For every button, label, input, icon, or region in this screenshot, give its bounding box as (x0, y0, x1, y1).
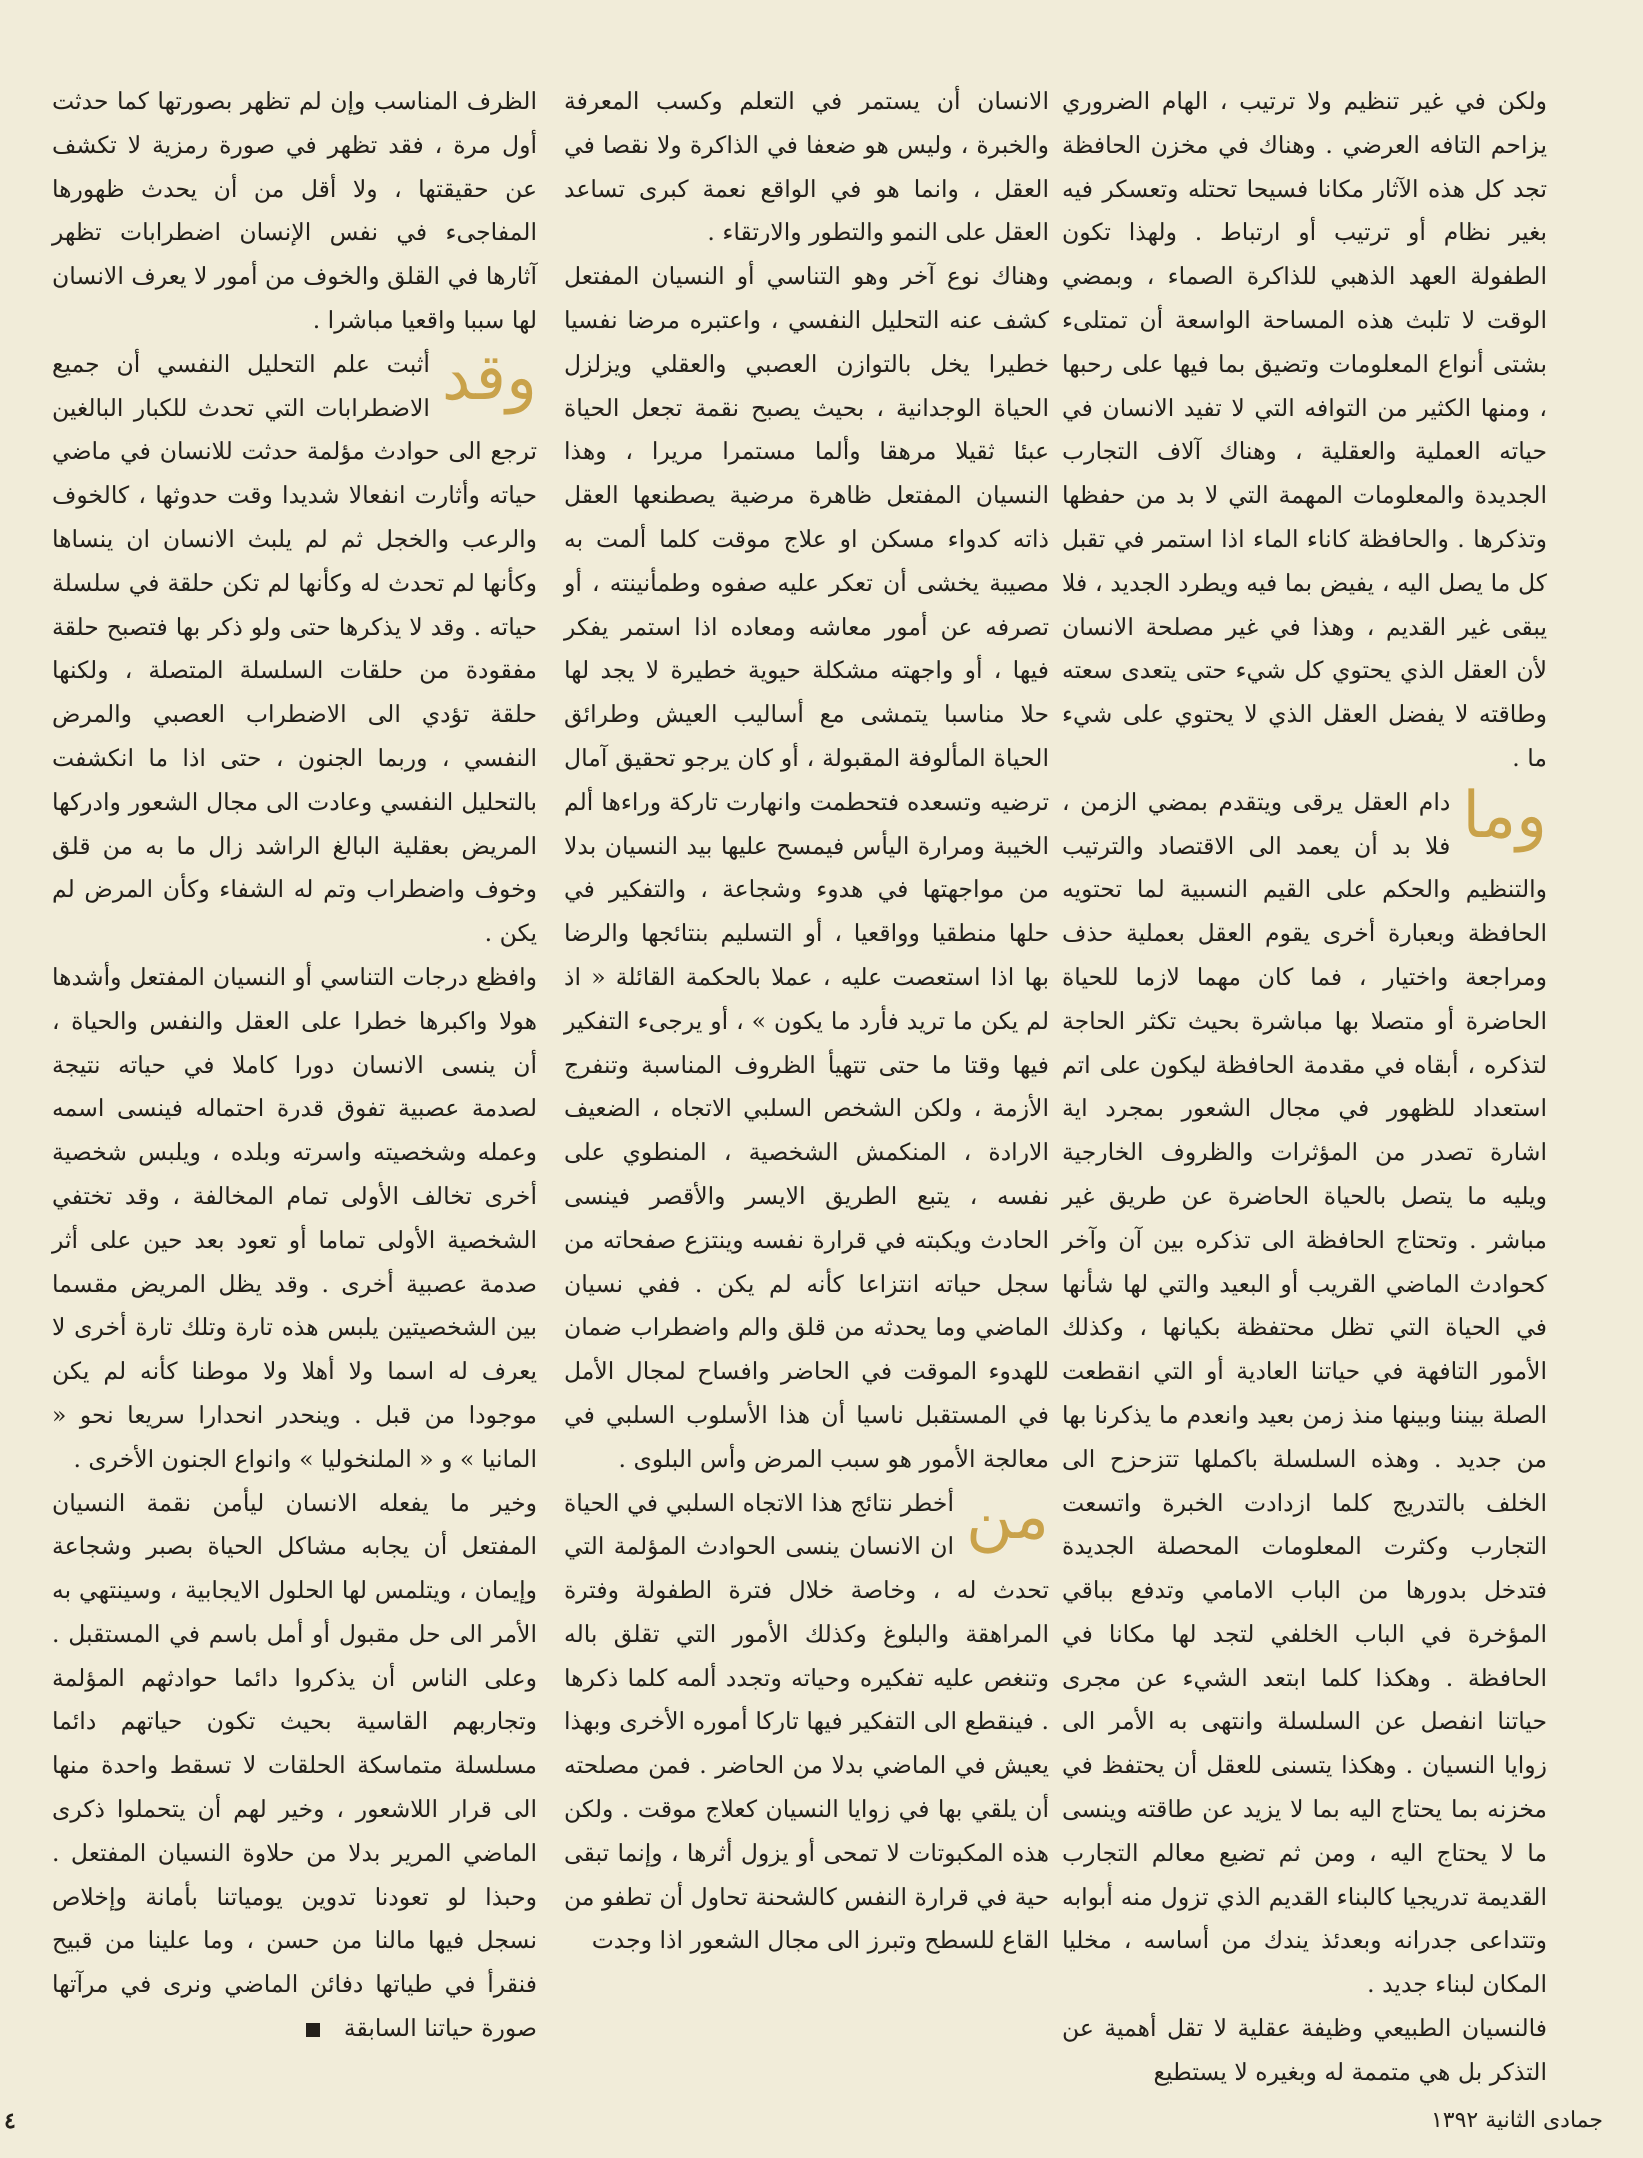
paragraph: وافظع درجات التناسي أو النسيان المفتعل وأشدها هولا واكبرها خطرا على العقل والنفس والحياة ، أن ينسى الانسان دورا كاملا في حياته نتيجة لصدمة عصبية تفوق قدرة احتماله فينسى اسمه وعمله وشخصيته واسرته وبلده ، ويلبس شخصية أخرى تخالف الأولى تمام المخالفة ، وقد تختفي الشخصية الأولى تماما أو تعود بعد حين على أثر صدمة عصبية أخرى . وقد يظل المريض مقسما بين الشخصيتين يلبس هذه تارة وتلك تارة أخرى لا يعرف له اسما ولا أهلا ولا موطنا كأنه لم يكن موجودا من قبل . وينحدر انحدارا سريعا نحو « المانيا » و « الملنخوليا » وانواع الجنون الأخرى . (52, 962, 537, 1473)
decorative-initial: من (966, 1479, 1049, 1554)
text-column-middle (564, 80, 1049, 1963)
decorative-initial: وقد (441, 340, 537, 415)
paragraph: وقد أثبت علم التحليل النفسي أن جميع الاضطرابات التي تحدث للكبار البالغين ترجع الى حوادث مؤلمة حدثت للانسان في ماضي حياته وأثارت انفعالا شديدا وقت حدوثها ، كالخوف والرعب والخجل ثم لم يلبث الانسان ان ينساها وكأنها لم تحدث له وكأنها لم تكن حلقة في سلسلة حياته . وقد لا يذكرها حتى ولو ذكر بها فتصبح حلقة مفقودة من حلقات السلسلة المتصلة ، ولكنها حلقة تؤدي الى الاضطراب العصبي والمرض النفسي ، وربما الجنون ، حتى اذا ما انكشفت بالتحليل النفسي وعادت الى مجال الشعور وادركها المريض بعقلية البالغ الراشد زال ما به من قلق وخوف واضطراب وتم له الشفاء وكأن المرض لم يكن . (52, 340, 537, 948)
paragraph: ولكن في غير تنظيم ولا ترتيب ، الهام الضروري يزاحم التافه العرضي . وهناك في مخزن الحافظة تجد كل هذه الآثار مكانا فسيحا تحتله وتعسكر فيه بغير نظام أو ترتيب أو ارتباط . ولهذا تكون الطفولة العهد الذهبي للذاكرة الصماء ، وبمضي الوقت لا تلبث هذه المساحة الواسعة أن تمتلىء بشتى أنواع المعلومات وتضيق بما فيها على رحبها ، ومنها الكثير من التوافه التي لا تفيد الانسان في حياته العملية والعقلية ، وهناك آلاف التجارب الجديدة والمعلومات المهمة التي لا بد من حفظها وتذكرها . والحافظة كاناء الماء اذا استمر في تقبل كل ما يصل اليه ، يفيض بما فيه ويطرد الجديد ، فلا يبقى غير القديم ، وهذا في غير مصلحة الانسان لأن العقل الذي يحتوي كل شيء حتى يتعدى سعته وطاقته لا يفضل العقل الذي لا يحتوي على شيء ما . (1062, 87, 1547, 772)
end-of-article-mark (306, 2023, 320, 2037)
paragraph: من أخطر نتائج هذا الاتجاه السلبي في الحياة ان الانسان ينسى الحوادث المؤلمة التي تحدث له ، وخاصة خلال فترة الطفولة وفترة المراهقة والبلوغ وكذلك الأمور التي تقلق باله وتنغص عليه تفكيره وحياته وتجدد ألمه كلما ذكرها . فينقطع الى التفكير فيها تاركا أموره الأخرى وبهذا يعيش في الماضي بدلا من الحاضر . فمن مصلحته أن يلقي بها في زوايا النسيان كعلاج موقت . ولكن هذه المكبوتات لا تمحى أو يزول أثرها ، وإنما تبقى حية في قرارة النفس كالشحنة تحاول أن تطفو من القاع للسطح وتبرز الى مجال الشعور اذا وجدت (564, 1479, 1049, 1955)
paragraph: فالنسيان الطبيعي وظيفة عقلية لا تقل أهمية عن التذكر بل هي متممة له وبغيره لا يستطيع (1062, 2014, 1547, 2086)
paragraph: الظرف المناسب وإن لم تظهر بصورتها كما حدثت أول مرة ، فقد تظهر في صورة رمزية لا تكشف عن حقيقتها ، ولا أقل من أن يحدث ظهورها المفاجىء في نفس الإنسان اضطرابات تظهر آثارها في القلق والخوف من أمور لا يعرف الانسان لها سببا واقعيا مباشرا . (52, 87, 537, 334)
text-column-left (52, 80, 537, 2051)
paragraph: الانسان أن يستمر في التعلم وكسب المعرفة والخبرة ، وليس هو ضعفا في الذاكرة ولا نقصا في العقل ، وانما هو في الواقع نعمة كبرى تساعد العقل على النمو والتطور والارتقاء . (564, 87, 1049, 247)
text-column-right (1062, 80, 1547, 2095)
decorative-initial: وما (1462, 778, 1547, 853)
paragraph: وهناك نوع آخر وهو التناسي أو النسيان المفتعل كشف عنه التحليل النفسي ، واعتبره مرضا نفسيا خطيرا يخل بالتوازن العصبي والعقلي ويزلزل الحياة الوجدانية ، بحيث يصبح نقمة تجعل الحياة عبئا ثقيلا مرهقا وألما مستمرا مريرا ، وهذا النسيان المفتعل ظاهرة مرضية يصطنعها العقل ذاته كدواء مسكن او علاج موقت كلما ألمت به مصيبة يخشى أن تعكر عليه صفوه وطمأنينته ، أو تصرفه عن أمور معاشه ومعاده اذا استمر يفكر فيها ، أو واجهته مشكلة حيوية خطيرة لا يجد لها حلا مناسبا يتمشى مع أساليب العيش وطرائق الحياة المألوفة المقبولة ، أو كان يرجو تحقيق آمال ترضيه وتسعده فتحطمت وانهارت تاركة وراءها ألم الخيبة ومرارة اليأس فيمسح عليها بيد النسيان بدلا من مواجهتها في هدوء وشجاعة ، والتفكير في حلها منطقيا وواقعيا ، أو التسليم بنتائجها والرضا بها اذا استعصت عليه ، عملا بالحكمة القائلة « اذ لم يكن ما تريد فأرد ما يكون » ، أو يرجىء التفكير فيها وقتا ما حتى تتهيأ الظروف المناسبة وتنفرج الأزمة ، ولكن الشخص السلبي الاتجاه ، الضعيف الارادة ، المنكمش الشخصية ، المنطوي على نفسه ، يتبع الطريق الايسر والأقصر فينسى الحادث ويكبته في قرارة نفسه وينتزع صفحاته من سجل حياته انتزاعا كأنه لم يكن . ففي نسيان الماضي وما يحدثه من قلق والم واضطراب ضمان للهدوء الموقت في الحاضر وافساح لمجال الأمل في المستقبل ناسيا أن هذا الأسلوب السلبي في معالجة الأمور هو سبب المرض وأس البلوى . (564, 262, 1049, 1473)
page-number: ٤ (4, 2108, 16, 2134)
paragraph: وخير ما يفعله الانسان ليأمن نقمة النسيان المفتعل أن يجابه مشاكل الحياة بصبر وشجاعة وإيمان ، ويتلمس لها الحلول الايجابية ، وسينتهي به الأمر الى حل مقبول أو أمل باسم في المستقبل . وعلى الناس أن يذكروا دائما حوادثهم المؤلمة وتجاربهم القاسية بحيث تكون حياتهم دائما مسلسلة متماسكة الحلقات لا تسقط واحدة منها الى قرار اللاشعور ، وخير لهم أن يتحملوا ذكرى الماضي المرير بدلا من حلاوة النسيان المفتعل . وحبذا لو تعودنا تدوين يومياتنا بأمانة وإخلاص نسجل فيها مالنا من حسن ، وما علينا من قبيح فنقرأ في طياتها دفائن الماضي ونرى في مرآتها صورة حياتنا السابقة (52, 1488, 537, 2043)
issue-date: جمادى الثانية ١٣٩٢ (1430, 2108, 1603, 2133)
paragraph: وما دام العقل يرقى ويتقدم بمضي الزمن ، فلا بد أن يعمد الى الاقتصاد والترتيب والتنظيم والحكم على القيم النسبية لما تحتويه الحافظة وبعبارة أخرى يقوم العقل بعملية حذف ومراجعة واختيار ، فما كان مهما لازما للحياة الحاضرة أو متصلا بها مباشرة بحيث تكثر الحاجة لتذكره ، أبقاه في مقدمة الحافظة ليكون على اتم استعداد للظهور في مجال الشعور بمجرد اية اشارة تصدر من المؤثرات والظروف الخارجية ويليه ما يتصل بالحياة الحاضرة عن طريق غير مباشر . وتحتاج الحافظة الى تذكره بين آن وآخر كحوادث الماضي القريب أو البعيد والتي لها شأنها في الحياة التي تظل محتفظة بكيانها ، وكذلك الأمور التافهة في حياتنا العادية أو التي انقطعت الصلة بيننا وبينها منذ زمن بعيد وانعدم ما يذكرنا بها من جديد . وهذه السلسلة باكملها تتزحزح الى الخلف بالتدريج كلما ازدادت الخبرة واتسعت التجارب وكثرت المعلومات المحصلة الجديدة فتدخل بدورها من الباب الامامي وتدفع بباقي المؤخرة في الباب الخلفي لتجد لها مكانا في الحافظة . وهكذا كلما ابتعد الشيء عن مجرى حياتنا انفصل عن السلسلة وانتهى به الأمر الى زوايا النسيان . وهكذا يتسنى للعقل أن يحتفظ في مخزنه بما يحتاج اليه بما لا يزيد عن طاقته وينسى ما لا يحتاج اليه ، ومن ثم تضيع معالم التجارب القديمة تدريجيا كالبناء القديم الذي تزول منه أبوابه وتتداعى جدرانه وبعدئذ يندك من أساسه ، مخليا المكان لبناء جديد . (1062, 778, 1547, 1999)
